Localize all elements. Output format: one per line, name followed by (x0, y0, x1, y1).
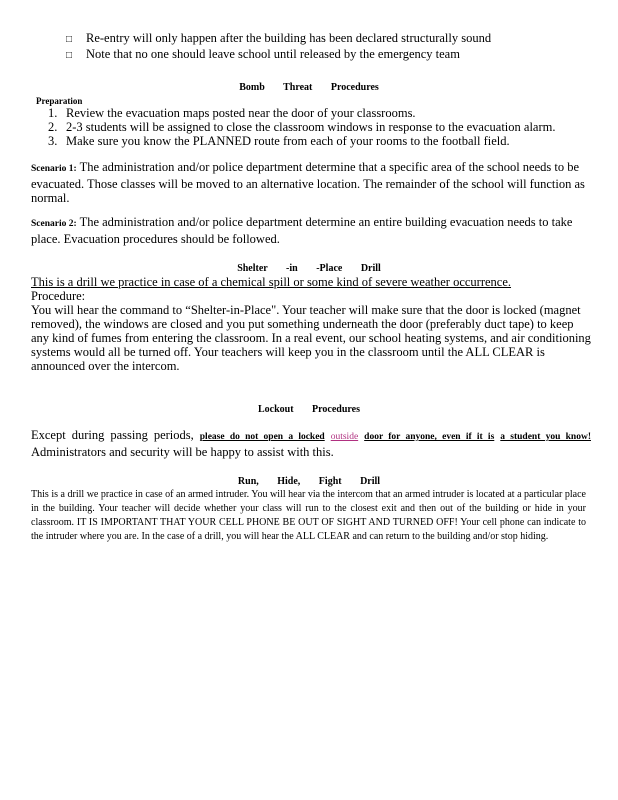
list-item (66, 47, 606, 63)
shelter-body: You will hear the command to “Shelter-in-Place". Your teacher will make sure that the door is locked (magnet removed), the windows are closed and you put something underneath the door (preferably duct tape) to keep any kind of fumes from entering the classroom. In a real event, our school heating systems, and air conditioning systems would all be turned off. Your teachers will keep you in the classroom until the ALL CLEAR is announced over the intercom. (31, 303, 591, 373)
scenario-2-paragraph (31, 215, 591, 246)
lockout-paragraph (31, 428, 591, 459)
procedure-label: Procedure: (31, 289, 86, 303)
scenario-1-text: The administration and/or police department determine that a specific area of the school needs to be evacuated. Those classes will be moved to an alternative location. The remainder of the school will function as normal. (31, 160, 585, 205)
step-text: 2-3 students will be assigned to close the classroom windows in response to the evacuation alarm. (66, 120, 556, 134)
step-text: Review the evacuation maps posted near the door of your classrooms. (66, 106, 416, 120)
reentry-item-text: Note that no one should leave school until released by the emergency team (86, 47, 460, 61)
step-number: 2. (48, 120, 58, 134)
step-number: 1. (48, 106, 58, 120)
lockout-door-text: door for anyone, even if it is (364, 432, 495, 442)
lockout-please-text: please do not open a locked (199, 432, 325, 442)
scenario-1-label: Scenario 1: (31, 164, 77, 174)
lockout-tail: Administrators and security will be happy to assist with this. (31, 444, 334, 459)
step-number: 3. (48, 134, 58, 148)
list-item (48, 106, 598, 120)
bomb-threat-heading: Bomb Threat Procedures (239, 82, 379, 93)
lockout-lead: Except during passing periods, (31, 428, 194, 442)
run-hide-fight-body: This is a drill we practice in case of an armed intruder. You will hear via the intercom that an armed intruder is located at a particular place in the building. Your teacher will decide whether your class will run to the closest exit and then out of the building or hide in your classroom. IT IS IMPORTANT THAT YOUR CELL PHONE BE OUT OF SIGHT AND TURNED OFF! Your cell phone can indicate to the intruder where you are. In the case of a drill, you will hear the ALL CLEAR and can return to the building and/or stop hiding. (31, 489, 586, 542)
preparation-label: Preparation (36, 96, 83, 106)
scenario-2-text: The administration and/or police department determine an entire building evacuation needs to take place. Evacuation procedures should be followed. (31, 215, 573, 246)
reentry-bullet-list (66, 31, 606, 63)
scenario-2-label: Scenario 2: (31, 219, 77, 229)
lockout-heading: Lockout Procedures (257, 404, 360, 415)
shelter-section (31, 275, 591, 373)
list-item (66, 31, 606, 47)
step-text: Make sure you know the PLANNED route from each of your rooms to the football field. (66, 134, 510, 148)
lockout-outside-text: outside (330, 432, 359, 442)
run-hide-fight-heading: Run, Hide, Fight Drill (237, 476, 381, 487)
scenario-1-paragraph (31, 160, 591, 206)
list-item (48, 120, 598, 134)
list-item (48, 134, 598, 148)
preparation-steps-list (48, 106, 598, 148)
bullet-box-icon: □ (66, 34, 73, 45)
bullet-box-icon: □ (66, 50, 73, 61)
reentry-item-text: Re-entry will only happen after the building has been declared structurally sound (86, 31, 492, 45)
lockout-student-text: a student you know! (500, 432, 591, 442)
shelter-intro: This is a drill we practice in case of a chemical spill or some kind of severe weather occurrence. (31, 275, 512, 289)
shelter-in-place-heading: Shelter -in -Place Drill (237, 263, 381, 274)
